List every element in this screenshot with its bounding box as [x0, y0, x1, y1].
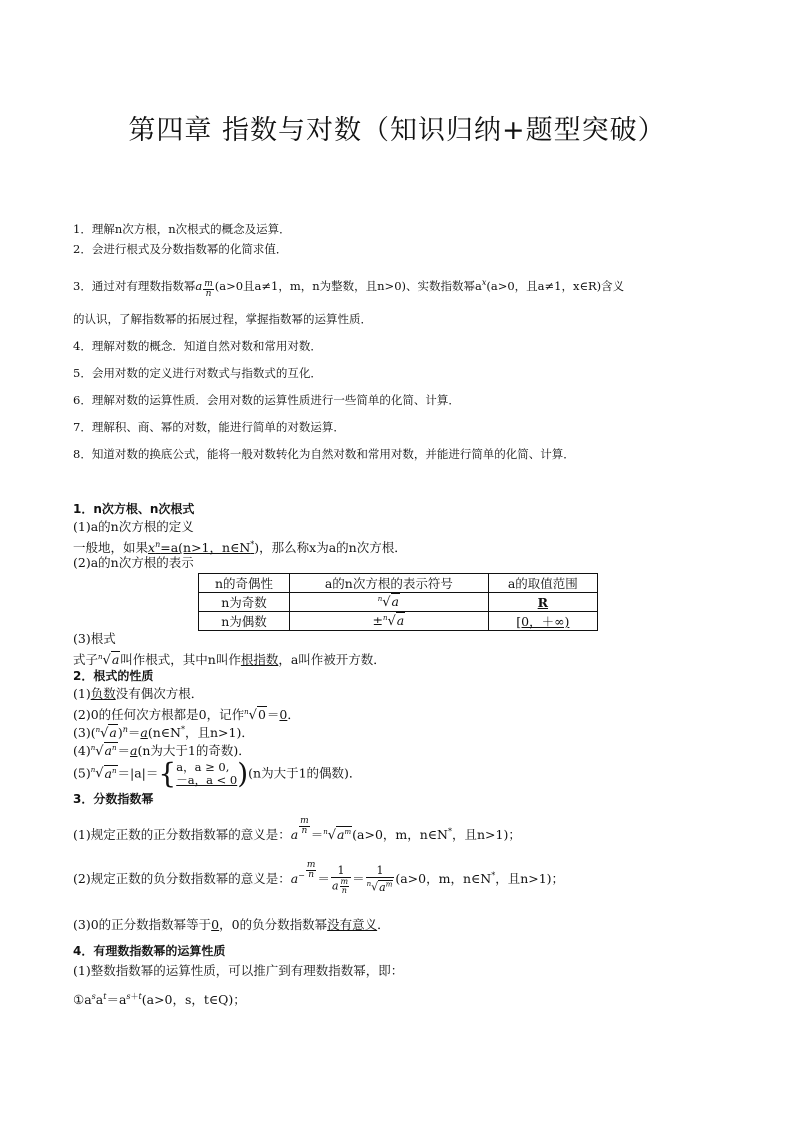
table-row — [199, 612, 598, 631]
objective-4: 4．理解对数的概念．知道自然对数和常用对数． — [73, 339, 322, 353]
s4-p1: (1)整数指数幂的运算性质，可以推广到有理数指数幂，即： — [73, 963, 404, 978]
table-header-cell: n的奇偶性 — [199, 574, 290, 593]
s1-rep-title: (2)a的n次方根的表示 — [73, 555, 194, 570]
left-brace: { — [158, 757, 177, 790]
s1-root-title: (3)根式 — [73, 631, 116, 646]
s3-p3: (3)0的正分数指数幂等于0，0的负分数指数幂没有意义． — [73, 917, 390, 932]
section-3-heading: 3．分数指数幂 — [73, 792, 154, 806]
s1-root-text: 式子$^n$√a叫作根式，其中n叫作根指数，a叫作被开方数． — [73, 648, 386, 670]
right-brace: ) — [237, 757, 249, 790]
objective-1: 1．理解n次方根，n次根式的概念及运算． — [73, 222, 291, 236]
s2-p3: $(3)(^n√a)^n=a(n\in N^*$，且n>1)． — [73, 725, 254, 742]
chapter-title: 第四章 指数与对数（知识归纳+题型突破） — [128, 115, 666, 146]
s1-def-title: (1)a的n次方根的定义 — [73, 519, 194, 534]
nth-root-table — [198, 573, 598, 631]
table-header-cell: a的n次方根的表示符号 — [289, 574, 488, 593]
s1-def-text: 一般地，如果$x^n=a(n>1$，n∈N*)，那么称x为a的n次方根． — [73, 540, 407, 556]
table-cell: [0，＋∞) — [488, 612, 597, 631]
table-cell: $^n$√a — [289, 593, 488, 612]
objective-2: 2．会进行根式及分数指数幂的化简求值． — [73, 242, 288, 256]
s3-p1: (1)规定正数的正分数指数幂的意义是：a $\frac{m}{n}$ $=^n√a^m(a>0$，m，n∈N*，且n>1)； — [73, 816, 521, 843]
table-row — [199, 593, 598, 612]
radical-symbol: $^n$√a — [98, 652, 120, 669]
objective-8: 8．知道对数的换底公式，能将一般对数转化为自然对数和常用对数，并能进行简单的化简、计算． — [73, 447, 575, 461]
piecewise-cases: a，a ≥ 0, －a，a < 0 — [176, 760, 238, 787]
table-cell: ±$^n$√a — [289, 612, 488, 631]
table-cell: n为奇数 — [199, 593, 290, 612]
objective-3-cont: 的认识，了解指数幂的拓展过程，掌握指数幂的运算性质． — [73, 312, 372, 326]
s2-p5: $(5)^n√a^n=|a|=${ a，a ≥ 0, －a，a < 0 )(n为大于1的偶数)． — [73, 757, 362, 790]
objective-7: 7．理解积、商、幂的对数，能进行简单的对数运算． — [73, 420, 345, 434]
section-1-heading: 1．n次方根、n次根式 — [73, 502, 195, 516]
s4-p2: $①a^sa^t=a^{s+t}(a>0$，s，t∈Q)； — [73, 992, 246, 1008]
table-header-row — [199, 574, 598, 593]
table-header-cell: a的取值范围 — [488, 574, 597, 593]
section-2-heading: 2．根式的性质 — [73, 669, 154, 683]
s2-p2: (2)0的任何次方根都是0，记作$^n$√0＝0． — [73, 707, 300, 724]
objective-6: 6．理解对数的运算性质．会用对数的运算性质进行一些简单的化简、计算． — [73, 393, 460, 407]
table-cell: R — [488, 593, 597, 612]
s2-p1: (1)负数没有偶次方根． — [73, 686, 204, 701]
section-4-heading: 4．有理数指数幂的运算性质 — [73, 944, 226, 958]
objective-5: 5．会用对数的定义进行对数式与指数式的互化． — [73, 366, 322, 380]
fraction-m-over-n: $\frac{m}{n}$ — [204, 278, 213, 299]
s3-p2: (2)规定正数的负分数指数幂的意义是：a− $\frac{m}{n}$ ＝ 1 a $\frac{m}{n}$ ＝ $\frac{1}{^n√a^m}$ (a>0，m，n∈N*，且n>1)； — [73, 860, 565, 895]
objective-3: 3．通过对有理数指数幂a $\frac{m}{n}$ (a>0且a≠1，m，n为整数，且n>0)、实数指数幂$a^x(a>0$，且a≠1，x∈R)含义 — [73, 278, 625, 299]
s2-p4: $(4)^n√a^n=a(n$为大于1的奇数)． — [73, 743, 251, 760]
table-cell: n为偶数 — [199, 612, 290, 631]
